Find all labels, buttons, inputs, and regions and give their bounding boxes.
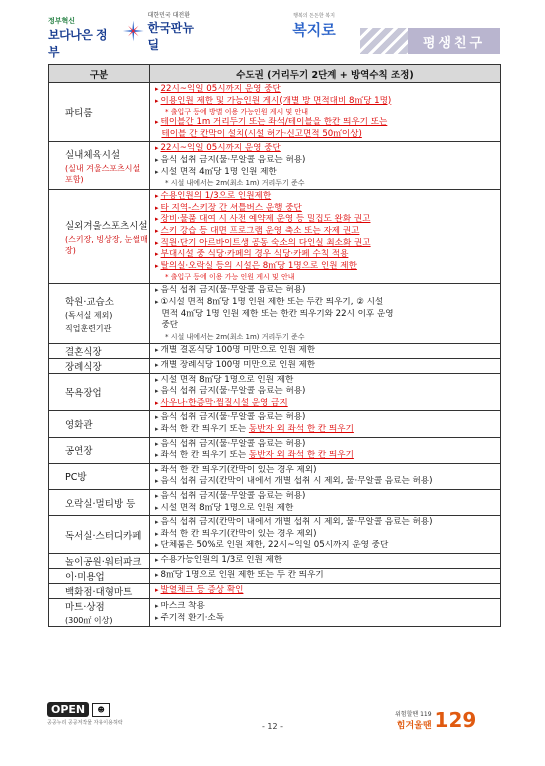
table-row bbox=[49, 463, 501, 489]
rule-text: 음식 섭취 금지(칸막이 내에서 개별 섭취 시 제외, 물·무알콜 음료는 허용) bbox=[160, 517, 433, 528]
bullet-arrow-icon: ▸ bbox=[155, 261, 159, 270]
row-category bbox=[49, 554, 150, 569]
category-label: PC방 bbox=[65, 472, 87, 484]
rule-note bbox=[155, 178, 496, 188]
bullet-arrow-icon bbox=[155, 130, 159, 138]
bullet-arrow-icon: ▸ bbox=[155, 425, 159, 434]
category-label: 독서실·스터디카페 bbox=[65, 530, 142, 542]
rule-text: 22시~익일 05시까지 운영 중단 bbox=[160, 84, 281, 94]
hotline-number: 129 bbox=[434, 708, 477, 732]
rule-line bbox=[155, 412, 496, 424]
row-category bbox=[49, 437, 150, 463]
rule-line bbox=[155, 555, 496, 567]
row-rules bbox=[150, 554, 501, 569]
rules-table bbox=[48, 64, 501, 627]
rule-line bbox=[155, 238, 496, 250]
rule-text: 시설 면적 8㎡당 1명으로 인원 제한 bbox=[160, 374, 294, 385]
hotline-129-badge bbox=[395, 704, 505, 736]
row-rules bbox=[150, 490, 501, 516]
bullet-arrow-icon: ▸ bbox=[155, 345, 159, 354]
table-row bbox=[49, 490, 501, 516]
rule-note bbox=[155, 272, 496, 282]
rule-text: 사우나·한증막·찜질시설 운영 금지 bbox=[160, 397, 288, 408]
col-header-category: 구분 bbox=[49, 65, 150, 83]
rule-line bbox=[155, 129, 496, 141]
logo3-title: 복지로 bbox=[292, 21, 336, 39]
rule-text: 좌석 한 칸 띄우기(칸막이 있는 경우 제외) bbox=[160, 464, 317, 475]
row-rules bbox=[150, 373, 501, 411]
bullet-arrow-icon: ▸ bbox=[155, 238, 159, 247]
category-label: 오락실·멀티방 등 bbox=[65, 498, 136, 510]
rule-line bbox=[155, 96, 496, 108]
rule-text: 시설 면적 4㎡당 1명 인원 제한 bbox=[160, 166, 277, 177]
row-rules bbox=[150, 569, 501, 584]
bullet-arrow-icon: ▸ bbox=[155, 387, 159, 396]
rule-line bbox=[155, 297, 496, 309]
rule-line bbox=[155, 84, 496, 96]
bullet-arrow-icon: ▸ bbox=[155, 518, 159, 527]
table-row bbox=[49, 358, 501, 373]
category-label: 목욕장업 bbox=[65, 388, 102, 400]
table-body bbox=[49, 83, 501, 627]
rule-text: 면적 4㎡당 1명 인원 제한 또는 한칸 띄우기와 22시 이후 운영 bbox=[161, 308, 394, 319]
rule-line bbox=[155, 309, 496, 321]
bullet-arrow-icon: ▸ bbox=[155, 297, 159, 306]
bokjiro-logo bbox=[280, 12, 348, 48]
rule-line bbox=[155, 585, 496, 597]
bullet-arrow-icon: ▸ bbox=[155, 451, 159, 460]
bullet-arrow-icon: ▸ bbox=[155, 215, 159, 224]
rule-line bbox=[155, 203, 496, 215]
rule-line bbox=[155, 424, 496, 436]
rule-text: 음식 섭취 금지(물·무알콜 음료는 허용) bbox=[160, 386, 306, 397]
rule-text: 음식 섭취 금지(물·무알콜 음료는 허용) bbox=[160, 491, 306, 502]
row-rules bbox=[150, 411, 501, 437]
bullet-arrow-icon bbox=[155, 321, 159, 329]
table-header-row bbox=[49, 65, 501, 83]
gov-innovation-logo bbox=[48, 16, 110, 59]
category-label: 놀이공원·워터파크 bbox=[65, 557, 142, 568]
logo1-title: 보다나은 정부 bbox=[48, 28, 108, 59]
rule-text: 발열체크 등 증상 확인 bbox=[160, 585, 244, 596]
bullet-arrow-icon: ▸ bbox=[155, 529, 159, 538]
table-row bbox=[49, 411, 501, 437]
bullet-arrow-icon: ▸ bbox=[155, 571, 159, 580]
rule-text: 마스크 착용 bbox=[160, 600, 205, 611]
category-label: 실외겨울스포츠시설 bbox=[65, 220, 148, 232]
rule-text: 음식 섭취 금지(물·무알콜 음료는 허용) bbox=[160, 412, 306, 423]
rule-note bbox=[155, 107, 496, 117]
rule-text: 개별 결혼식당 100명 미만으로 인원 제한 bbox=[160, 344, 316, 355]
table-row bbox=[49, 373, 501, 411]
rule-line bbox=[155, 491, 496, 503]
rule-text: 스키 강습 등 대면 프로그램 운영 축소 또는 자제 권고 bbox=[160, 225, 360, 236]
category-label: 파티룸 bbox=[65, 108, 93, 120]
category-label: 실내체육시설 bbox=[65, 149, 121, 161]
page-number: - 12 - bbox=[261, 722, 284, 731]
table-row bbox=[49, 343, 501, 358]
table-row bbox=[49, 569, 501, 584]
note-text: * 시설 내에서는 2m(최소 1m) 거리두기 준수 bbox=[165, 179, 305, 188]
bullet-arrow-icon: ▸ bbox=[155, 250, 159, 259]
rule-line bbox=[155, 214, 496, 226]
hotline-line1: 위험할땐 119 bbox=[395, 711, 432, 718]
rule-line bbox=[155, 167, 496, 179]
category-sublabel: 직업훈련기관 bbox=[65, 323, 112, 333]
bullet-arrow-icon: ▸ bbox=[155, 118, 159, 127]
rule-text: 장비·물품 대여 시 사전 예약제 운영 등 밀집도 완화 권고 bbox=[160, 214, 371, 225]
bullet-arrow-icon: ▸ bbox=[155, 144, 159, 153]
rule-line bbox=[155, 360, 496, 372]
table-row bbox=[49, 437, 501, 463]
rule-text: 22시~익일 05시까지 운영 중단 bbox=[160, 143, 281, 154]
rule-line bbox=[155, 450, 496, 462]
row-category bbox=[49, 569, 150, 584]
rule-line bbox=[155, 439, 496, 451]
rule-line bbox=[155, 601, 496, 613]
rule-line bbox=[155, 570, 496, 582]
logo3-caption: 행복의 든든한 복지 bbox=[293, 13, 335, 19]
category-label: 학원·교습소 bbox=[65, 296, 114, 308]
rule-text: 음식 섭취 금지(물·무알콜 음료는 허용) bbox=[160, 154, 306, 165]
row-rules bbox=[150, 284, 501, 343]
rule-line bbox=[155, 261, 496, 273]
rule-text: 시설 면적 8㎡당 1명으로 인원 제한 bbox=[160, 502, 294, 513]
rule-text: 음식 섭취 금지(칸막이 내에서 개별 섭취 시 제외, 물·무알콜 음료는 허용) bbox=[160, 476, 433, 487]
rule-text-highlight: 동반자 외 좌석 한 칸 띄우기 bbox=[248, 450, 354, 461]
note-text: * 시설 내에서는 2m(최소 1m) 거리두기 준수 bbox=[165, 332, 305, 341]
rule-text: 주기적 환기·소독 bbox=[160, 612, 225, 623]
open-label: OPEN bbox=[47, 702, 89, 717]
bullet-arrow-icon: ▸ bbox=[155, 503, 159, 512]
bullet-arrow-icon: ▸ bbox=[155, 413, 159, 422]
rule-line bbox=[155, 226, 496, 238]
row-category bbox=[49, 284, 150, 343]
table-row bbox=[49, 190, 501, 284]
rule-line bbox=[155, 155, 496, 167]
bullet-arrow-icon bbox=[155, 310, 159, 318]
rule-line bbox=[155, 398, 496, 410]
category-label: 마트·상점 bbox=[65, 602, 105, 613]
rule-line bbox=[155, 540, 496, 552]
rule-text: 부대시설 중 식당·카페의 경우 식당·카페 수칙 적용 bbox=[160, 249, 349, 260]
rule-text: 수용가능인원의 1/3로 인원 제한 bbox=[160, 555, 283, 566]
new-deal-star-icon bbox=[122, 19, 145, 43]
row-rules bbox=[150, 190, 501, 284]
rule-text: ①시설 면적 8㎡당 1명 인원 제한 또는 두칸 띄우기, ② 시설 bbox=[160, 296, 384, 307]
rule-text: 단체룸은 50%로 인원 제한, 22시~익일 05시까지 운영 중단 bbox=[160, 540, 389, 551]
category-sublabel: (스키장, 빙상장, 눈썰매장) bbox=[65, 234, 148, 255]
category-sublabel: (실내 겨울스포츠시설 포함) bbox=[65, 163, 141, 184]
rule-line bbox=[155, 465, 496, 477]
rule-line bbox=[155, 320, 496, 332]
bullet-arrow-icon: ▸ bbox=[155, 167, 159, 176]
bullet-arrow-icon: ▸ bbox=[155, 155, 159, 164]
row-category bbox=[49, 599, 150, 627]
bullet-arrow-icon: ▸ bbox=[155, 192, 159, 201]
bullet-arrow-icon: ▸ bbox=[155, 613, 159, 622]
rule-text-highlight: 동반자 외 좌석 한 칸 띄우기 bbox=[248, 424, 354, 435]
rule-text: 중단 bbox=[161, 320, 179, 331]
rule-line bbox=[155, 143, 496, 155]
row-rules bbox=[150, 437, 501, 463]
logo1-caption: 정부혁신 bbox=[48, 17, 76, 25]
rule-text: 좌석 한 칸 띄우기(칸막이 있는 경우 제외) bbox=[160, 528, 317, 539]
bullet-arrow-icon: ▸ bbox=[155, 203, 159, 212]
rule-line bbox=[155, 345, 496, 357]
table-row bbox=[49, 554, 501, 569]
table-row bbox=[49, 142, 501, 190]
hotline-line2: 힘겨울땐 bbox=[396, 721, 432, 731]
rule-line bbox=[155, 529, 496, 541]
category-label: 이·미용업 bbox=[65, 572, 105, 583]
rule-text: 테이블 간 칸막이 설치(시설 허가·신고면적 50㎡이상) bbox=[161, 128, 362, 139]
rule-line bbox=[155, 386, 496, 398]
row-rules bbox=[150, 599, 501, 627]
row-rules bbox=[150, 516, 501, 554]
bullet-arrow-icon: ▸ bbox=[155, 375, 159, 384]
table-row bbox=[49, 599, 501, 627]
rule-line bbox=[155, 117, 496, 129]
row-category bbox=[49, 373, 150, 411]
category-label: 공연장 bbox=[65, 446, 93, 458]
category-label: 장례식장 bbox=[65, 361, 102, 373]
bullet-arrow-icon: ▸ bbox=[155, 85, 159, 93]
rule-line bbox=[155, 476, 496, 488]
rule-text: 직원·단기 아르바이트생 공동 숙소의 다인실 최소화 권고 bbox=[160, 237, 371, 248]
rule-text: 수용인원의 1/3으로 인원제한 bbox=[160, 191, 272, 202]
row-category bbox=[49, 463, 150, 489]
logo2-title: 한국판뉴딜 bbox=[147, 20, 194, 52]
rule-line bbox=[155, 285, 496, 297]
row-category bbox=[49, 142, 150, 190]
korean-new-deal-logo bbox=[122, 11, 202, 52]
license-person-icon: ☻ bbox=[92, 703, 110, 717]
row-rules bbox=[150, 358, 501, 373]
rule-line bbox=[155, 503, 496, 515]
table-row bbox=[49, 83, 501, 142]
table-row bbox=[49, 516, 501, 554]
footer bbox=[0, 690, 545, 766]
row-category bbox=[49, 490, 150, 516]
category-sublabel: (독서실 제외) bbox=[65, 310, 113, 320]
rule-text: 좌석 한 칸 띄우기 또는 bbox=[160, 424, 249, 435]
note-text: * 출입구 등에 이용 가능 인원 게시 및 안내 bbox=[165, 273, 295, 282]
rule-line bbox=[155, 191, 496, 203]
row-rules bbox=[150, 142, 501, 190]
rule-text: 이용인원 제한 및 가능인원 게시(개별 방 면적대비 8㎡당 1명) bbox=[160, 95, 392, 106]
rule-line bbox=[155, 613, 496, 625]
banner-stripes bbox=[360, 28, 408, 54]
category-label: 영화관 bbox=[65, 420, 93, 432]
row-category bbox=[49, 358, 150, 373]
open-caption: 공공누리 공공저작물 자유이용허락 bbox=[47, 720, 123, 726]
page-banner bbox=[360, 28, 500, 54]
table-row bbox=[49, 284, 501, 343]
rule-text: 음식 섭취 금지(물·무알콜 음료는 허용) bbox=[160, 438, 306, 449]
bullet-arrow-icon: ▸ bbox=[155, 439, 159, 448]
col-header-rules: 수도권 (거리두기 2단계 + 방역수칙 조정) bbox=[150, 65, 501, 83]
row-category bbox=[49, 516, 150, 554]
rule-text: 8㎡당 1명으로 인원 제한 또는 두 칸 띄우기 bbox=[160, 570, 324, 581]
rule-note bbox=[155, 332, 496, 342]
bullet-arrow-icon: ▸ bbox=[155, 541, 159, 550]
header bbox=[0, 0, 545, 64]
note-text: * 출입구 등에 방별 이용 가능인원 게시 및 안내 bbox=[165, 108, 309, 117]
row-rules bbox=[150, 463, 501, 489]
bullet-arrow-icon: ▸ bbox=[155, 601, 159, 610]
bullet-arrow-icon: ▸ bbox=[155, 286, 159, 295]
category-label: 백화점·대형마트 bbox=[65, 587, 133, 598]
bullet-arrow-icon: ▸ bbox=[155, 226, 159, 235]
rule-text: 탈의실·오락실 등의 시설은 8㎡당 1명으로 인원 제한 bbox=[160, 260, 357, 271]
rule-line bbox=[155, 249, 496, 261]
row-category bbox=[49, 190, 150, 284]
bullet-arrow-icon: ▸ bbox=[155, 477, 159, 486]
rule-line bbox=[155, 375, 496, 387]
bullet-arrow-icon: ▸ bbox=[155, 586, 159, 595]
logo2-caption: 대한민국 대전환 bbox=[147, 11, 191, 19]
row-rules bbox=[150, 83, 501, 142]
rule-text: 음식 섭취 금지(물·무알콜 음료는 허용) bbox=[160, 285, 306, 296]
rule-text: 개별 장례식당 100명 미만으로 인원 제한 bbox=[160, 359, 316, 370]
rule-text: 타 지역-스키장 간 셔틀버스 운행 중단 bbox=[160, 202, 302, 213]
row-category bbox=[49, 83, 150, 142]
bullet-arrow-icon: ▸ bbox=[155, 465, 159, 474]
row-rules bbox=[150, 343, 501, 358]
bullet-arrow-icon: ▸ bbox=[155, 360, 159, 369]
category-label: 결혼식장 bbox=[65, 346, 102, 358]
category-sublabel: (300㎡ 이상) bbox=[65, 616, 113, 625]
rule-text: 테이블간 1m 거리두기 또는 좌석/테이블을 한칸 띄우기 또는 bbox=[160, 117, 388, 128]
row-category bbox=[49, 411, 150, 437]
bullet-arrow-icon: ▸ bbox=[155, 556, 159, 565]
bullet-arrow-icon: ▸ bbox=[155, 492, 159, 501]
bullet-arrow-icon: ▸ bbox=[155, 96, 159, 105]
row-category bbox=[49, 584, 150, 599]
banner-title: 평생친구 bbox=[408, 28, 500, 54]
row-category bbox=[49, 343, 150, 358]
rule-line bbox=[155, 517, 496, 529]
bullet-arrow-icon: ▸ bbox=[155, 398, 159, 407]
row-rules bbox=[150, 584, 501, 599]
table-row bbox=[49, 584, 501, 599]
rule-text: 좌석 한 칸 띄우기 또는 bbox=[160, 450, 249, 461]
